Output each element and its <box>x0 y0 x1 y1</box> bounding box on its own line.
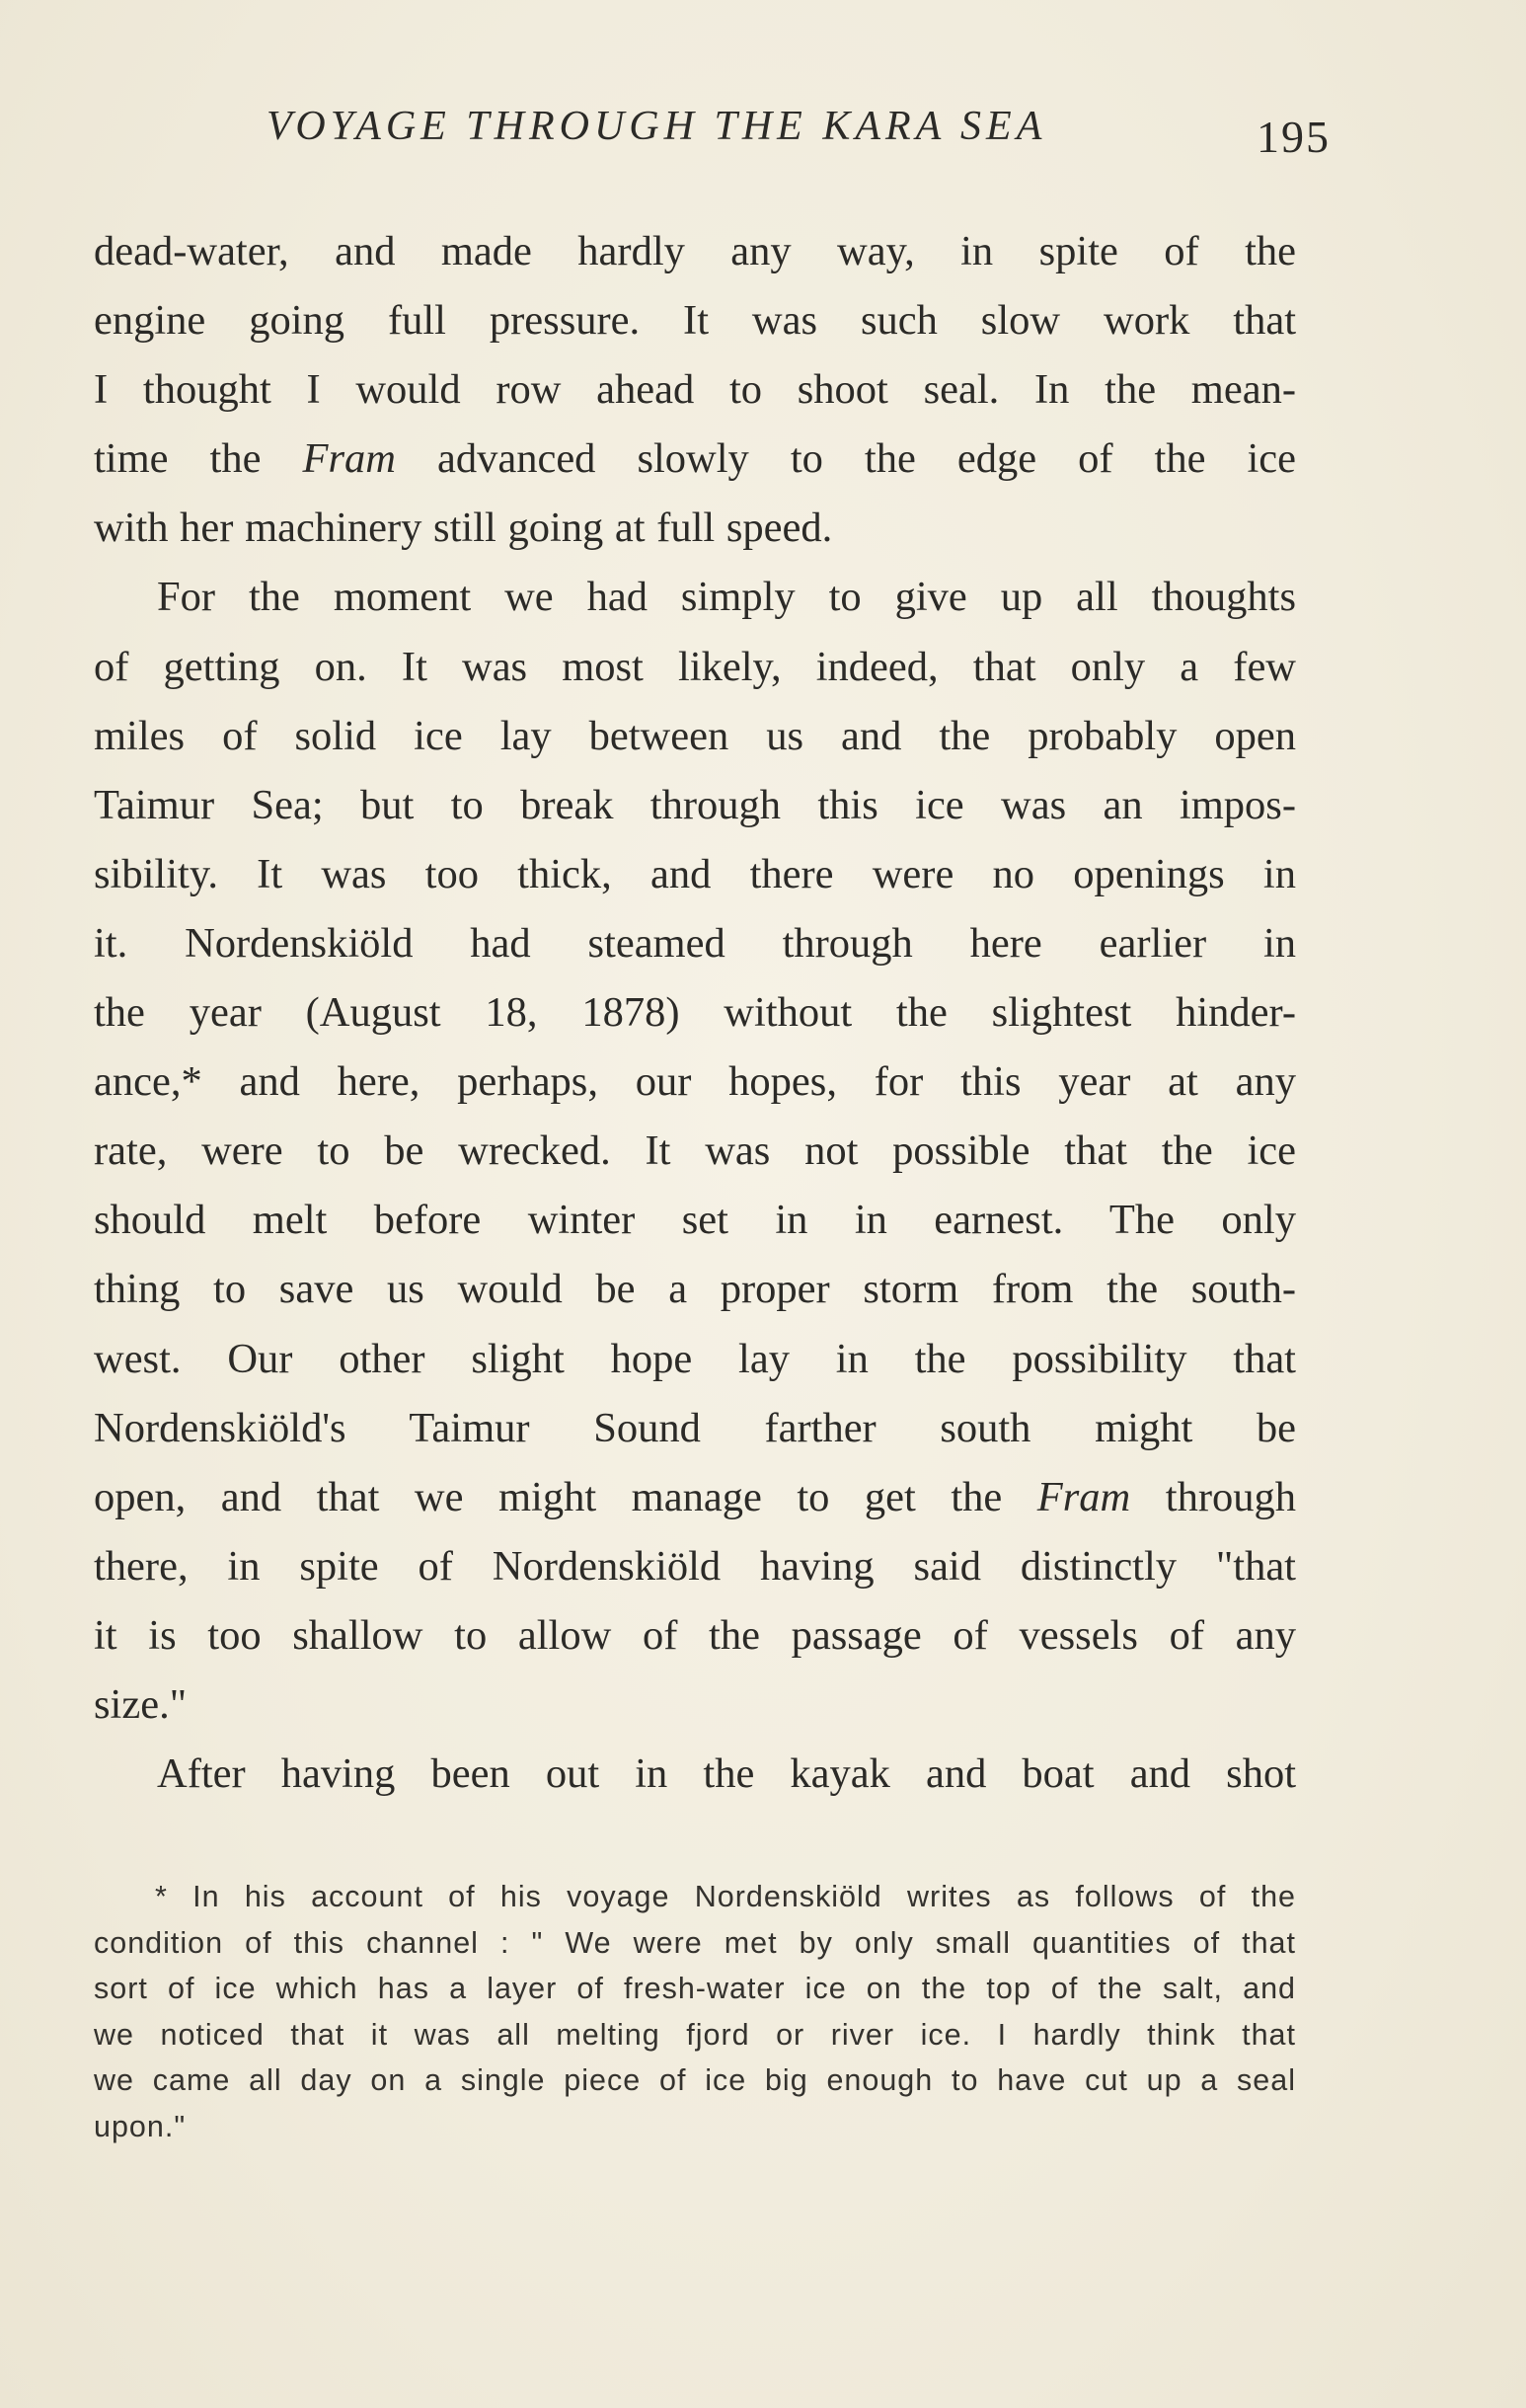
text-line: it is too shallow to allow of the passage of vessels of any <box>94 1611 1296 1659</box>
text-line: west. Our other slight hope lay in the possibility that <box>94 1335 1296 1382</box>
text-line: open, and that we might manage to get the Fram through <box>94 1473 1296 1520</box>
text-line: After having been out in the kayak and boat and shot <box>157 1750 1296 1798</box>
text-line: size." <box>94 1680 188 1728</box>
footnote-line: we noticed that it was all melting fjord or river ice. I hardly think that <box>94 2017 1296 2052</box>
footnote-line: condition of this channel : " We were met by only small quantities of that <box>94 1925 1296 1960</box>
text-line: rate, were to be wrecked. It was not possible that the ice <box>94 1127 1296 1175</box>
text-line: there, in spite of Nordenskiöld having said distinctly "that <box>94 1542 1296 1590</box>
text-line: miles of solid ice lay between us and the probably open <box>94 712 1296 759</box>
text-line: of getting on. It was most likely, indeed, that only a few <box>94 643 1296 690</box>
footnote-line: * In his account of his voyage Nordenskiöld writes as follows of the <box>155 1880 1296 1913</box>
text-line: thing to save us would be a proper storm from the south- <box>94 1266 1296 1313</box>
text-line: time the Fram advanced slowly to the edge of the ice <box>94 435 1296 483</box>
text-line: it. Nordenskiöld had steamed through here earlier in <box>94 919 1296 967</box>
text-line: ance,* and here, perhaps, our hopes, for this year at any <box>94 1058 1296 1106</box>
text-line: should melt before winter set in in earnest. The only <box>94 1197 1296 1244</box>
text-line: engine going full pressure. It was such slow work that <box>94 297 1296 345</box>
text-line: sibility. It was too thick, and there were no openings in <box>94 850 1296 897</box>
page-number: 195 <box>1257 112 1331 162</box>
text-line: For the moment we had simply to give up all thoughts <box>157 574 1296 621</box>
text-line: Nordenskiöld's Taimur Sound farther south might be <box>94 1404 1296 1451</box>
footnote-line: sort of ice which has a layer of fresh-water ice on the top of the salt, and <box>94 1972 1296 2006</box>
text-line: the year (August 18, 1878) without the slightest hinder- <box>94 989 1296 1037</box>
running-head-title: VOYAGE THROUGH THE KARA SEA <box>267 104 1047 149</box>
footnote <box>94 1874 1296 2150</box>
footnote-line: we came all day on a single piece of ice big enough to have cut up a seal <box>94 2063 1296 2098</box>
text-line: with her machinery still going at full speed. <box>94 505 833 552</box>
text-line: dead-water, and made hardly any way, in spite of the <box>94 228 1296 274</box>
body-text <box>94 217 1296 1809</box>
text-line: I thought I would row ahead to shoot seal. In the mean- <box>94 366 1296 414</box>
text-line: Taimur Sea; but to break through this ice was an impos- <box>94 781 1296 828</box>
footnote-line: upon." <box>94 2109 187 2143</box>
